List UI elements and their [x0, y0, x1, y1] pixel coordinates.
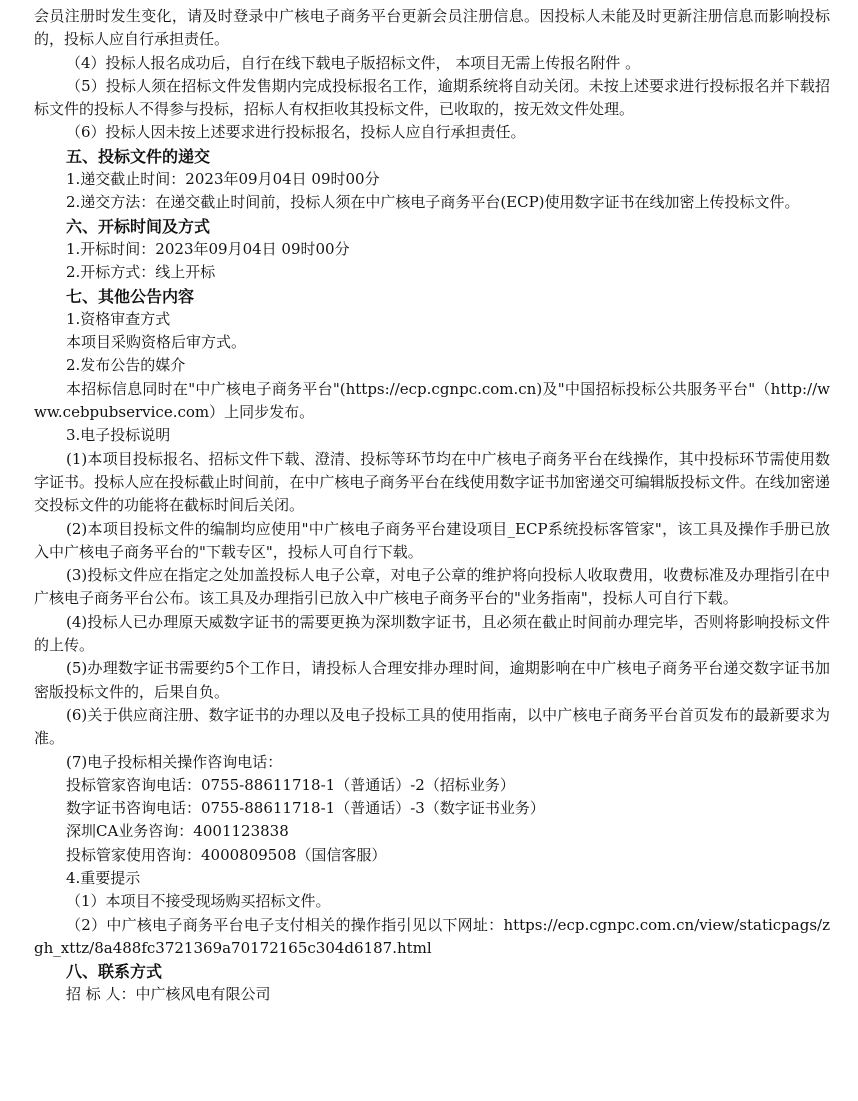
paragraph-item-6: （6）投标人因未按上述要求进行投标报名，投标人应自行承担责任。 — [66, 123, 526, 142]
electronic-bidding-item-6: (6)关于供应商注册、数字证书的办理以及电子投标工具的使用指南，以中广核电子商务平台首页发布的最新要求为准。 — [34, 705, 830, 748]
important-notice-2: （2）中广核电子商务平台电子支付相关的操作指引见以下网址：https://ecp.cgnpc.com.cn/view/staticpags/zgh_xttz/8a488fc3721369a70172165c304d6187.html — [34, 915, 830, 957]
submission-method: 2.递交方法：在递交截止时间前，投标人须在中广核电子商务平台(ECP)使用数字证书在线加密上传投标文件。 — [66, 193, 800, 212]
paragraph-registration-change: 会员注册时发生变化，请及时登录中广核电子商务平台更新会员注册信息。因投标人未能及时更新注册信息而影响投标的，投标人应自行承担责任。 — [34, 7, 830, 49]
paragraph-item-4: （4）投标人报名成功后，自行在线下载电子版招标文件， 本项目无需上传报名附件 。 — [66, 53, 641, 72]
electronic-bidding-item-1: (1)本项目投标报名、招标文件下载、澄清、投标等环节均在中广核电子商务平台在线操作，其中投标环节需使用数字证书。投标人应在投标截止时间前，在中广核电子商务平台在线使用数字证书加密递交可编辑版投标文件。在线加密递交投标文件的功能将在截标时间后关闭。 — [34, 449, 830, 515]
phone-shenzhen-ca: 深圳CA业务咨询：4001123838 — [66, 822, 289, 841]
opening-method: 2.开标方式：线上开标 — [66, 263, 216, 282]
section-7-heading: 七、其他公告内容 — [66, 286, 195, 306]
paragraph-item-5: （5）投标人须在招标文件发售期内完成投标报名工作，逾期系统将自动关闭。未按上述要求进行投标报名并下载招标文件的投标人不得参与投标，招标人有权拒收其投标文件，已收取的，按无效文件处理。 — [34, 76, 830, 119]
opening-time: 1.开标时间：2023年09月04日 09时00分 — [66, 239, 350, 258]
tenderer-line: 招 标 人：中广核风电有限公司 — [66, 985, 271, 1004]
document-body — [34, 5, 830, 1007]
electronic-bidding-title: 3.电子投标说明 — [66, 426, 171, 445]
section-5-heading: 五、投标文件的递交 — [66, 146, 211, 166]
important-notice-1: （1）本项目不接受现场购买招标文件。 — [66, 892, 331, 911]
electronic-bidding-item-5: (5)办理数字证书需要约5个工作日，请投标人合理安排办理时间，逾期影响在中广核电子商务平台递交数字证书加密版投标文件的，后果自负。 — [34, 659, 830, 701]
electronic-bidding-item-7: (7)电子投标相关操作咨询电话： — [66, 752, 283, 771]
publication-media-text: 本招标信息同时在"中广核电子商务平台"(https://ecp.cgnpc.com.cn)及"中国招标投标公共服务平台"（http://www.cebpubservice.com）上同步发布。 — [34, 379, 830, 422]
phone-bid-manager: 投标管家咨询电话：0755-88611718-1（普通话）-2（招标业务） — [66, 775, 515, 794]
phone-digital-certificate: 数字证书咨询电话：0755-88611718-1（普通话）-3（数字证书业务） — [66, 799, 545, 818]
important-notice-title: 4.重要提示 — [66, 868, 141, 887]
qualification-review-title: 1.资格审查方式 — [66, 309, 171, 328]
publication-media-title: 2.发布公告的媒介 — [66, 356, 186, 375]
submission-deadline: 1.递交截止时间：2023年09月04日 09时00分 — [66, 170, 380, 189]
qualification-review-text: 本项目采购资格后审方式。 — [66, 333, 247, 352]
phone-bid-manager-usage: 投标管家使用咨询：4000809508（国信客服） — [66, 845, 387, 864]
section-8-heading: 八、联系方式 — [66, 962, 163, 982]
electronic-bidding-item-4: (4)投标人已办理原天威数字证书的需要更换为深圳数字证书，且必须在截止时间前办理完毕，否则将影响投标文件的上传。 — [34, 612, 830, 655]
electronic-bidding-item-2: (2)本项目投标文件的编制均应使用"中广核电子商务平台建设项目_ECP系统投标客管家"，该工具及操作手册已放入中广核电子商务平台的"下载专区"，投标人可自行下载。 — [34, 519, 830, 561]
section-6-heading: 六、开标时间及方式 — [66, 216, 211, 236]
electronic-bidding-item-3: (3)投标文件应在指定之处加盖投标人电子公章，对电子公章的维护将向投标人收取费用，收费标准及办理指引在中广核电子商务平台公布。该工具及办理指引已放入中广核电子商务平台的"业务指南"，投标人可自行下载。 — [34, 566, 830, 608]
